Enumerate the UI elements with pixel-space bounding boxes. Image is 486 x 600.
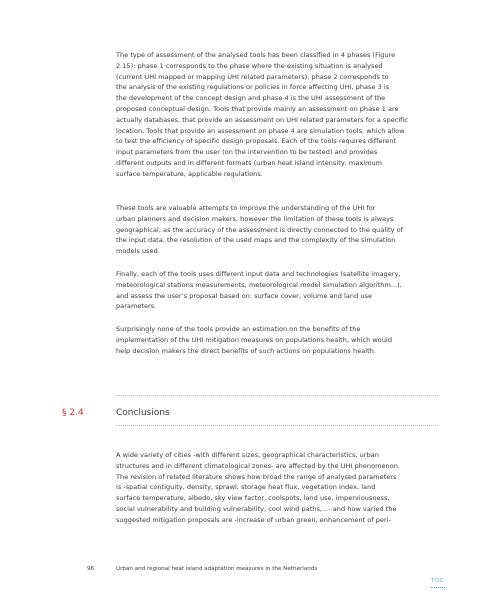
text-line: A wide variety of cities -with different sizes, geographical characteristics, urban	[116, 451, 379, 459]
text-line: different outputs and in different formats (urban heat island intensity, maximum	[116, 158, 383, 167]
paragraph-tool-limitations	[116, 203, 438, 257]
text-line: location. Tools that provide an assessment on phase 4 are simulation tools, which allow	[116, 126, 405, 135]
text-line: the development of the concept design and phase 4 is the UHI assessment of the	[116, 94, 386, 103]
page-number: 96	[87, 566, 95, 572]
paragraph-input-data	[116, 269, 438, 312]
text-line: social vulnerability and building vulnerability, cool wind paths,...- and how varied the	[116, 504, 397, 513]
text-line: meteorological stations measurements, meteorological model simulation algorithm...),	[116, 280, 402, 289]
running-title: Urban and regional heat island adaptation measures in the Netherlands	[116, 566, 318, 572]
text-line: structures and in different climatological zones- are affected by the UHI phenomenon.	[116, 461, 401, 470]
text-line: The revision of related literature shows how broad the range of analysed parameters	[116, 472, 397, 481]
section-bottom-divider	[116, 425, 438, 426]
toc-underline	[431, 587, 445, 588]
text-line: the input data, the resolution of the used maps and the complexity of the simulation	[116, 236, 396, 245]
text-line: (current UHI mapped or mapping UHI related parameters), phase 2 corresponds to	[116, 72, 389, 81]
text-line: input parameters from the user (on the intervention to be tested) and provides	[116, 148, 378, 157]
section-title: Conclusions	[116, 408, 170, 418]
paragraph-assessment-phases	[116, 50, 438, 180]
text-line: proposed conceptual design. Tools that provide mainly an assessment on phase 1 are	[116, 104, 399, 113]
text-line: the analysis of the existing regulations or policies in force affecting UHI, phase 3 is	[116, 83, 390, 92]
text-line: help decision makers the direct benefits of such actions on populations health.	[116, 346, 377, 355]
toc-link[interactable]: TOC	[431, 578, 445, 584]
text-line: to test the efficiency of specific design proposals. Each of the tools requires different	[116, 137, 396, 146]
text-line: urban planners and decision makers, however the limitation of these tools is always	[116, 214, 394, 223]
section-top-divider	[116, 395, 438, 396]
text-line: The type of assessment of the analysed tools has been classified in 4 phases (Figure	[116, 51, 396, 59]
text-line: suggested mitigation proposals are -increase of urban green, enhancement of peri-	[116, 515, 391, 524]
text-line: models used.	[116, 247, 160, 256]
text-line: actually databases, that provide an assessment on UHI related parameters for a specific	[116, 115, 408, 124]
paragraph-health-benefits	[116, 324, 438, 356]
text-line: These tools are valuable attempts to improve the understanding of the UHI for	[116, 204, 376, 212]
paragraph-conclusions	[116, 450, 438, 526]
text-line: is -spatial contiguity, density, sprawl, storage heat flux, vegetation index, land	[116, 483, 376, 492]
text-line: surface temperature, applicable regulations.	[116, 169, 263, 178]
text-line: and assess the user’s proposal based on: surface cover, volume and land use	[116, 291, 372, 300]
text-line: surface temperature, albedo, sky view factor, coolspots, land use, imperviousness,	[116, 494, 390, 503]
text-line: parameters.	[116, 302, 157, 311]
text-line: Surprisingly none of the tools provide an estimation on the benefits of the	[116, 325, 361, 333]
text-line: Finally, each of the tools uses different input data and technologies (satellite imagery,	[116, 270, 401, 278]
text-line: 2.15): phase 1 corresponds to the phase where the existing situation is analysed	[116, 61, 383, 70]
text-line: geographical, as the accuracy of the assessment is directly connected to the quality of	[116, 225, 403, 234]
text-line: implementation of the UHI mitigation measures on populations health, which would	[116, 335, 393, 344]
section-number: § 2.4	[62, 408, 84, 418]
